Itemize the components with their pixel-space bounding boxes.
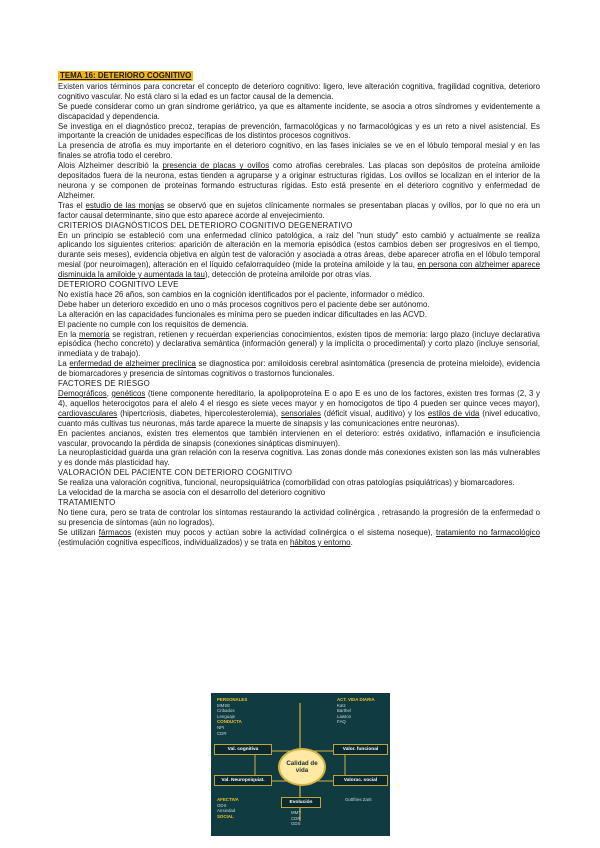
diagram-box-bottom-center [291,810,301,827]
riesgo-paragraph-3: La neuroplasticidad guarda una gran relación con la reserva cognitiva. Las zonas donde más conexiones existen son las más vulnerables y es donde más plasticidad hay. [58,448,540,468]
diagram-box-line: Cribados [217,708,235,714]
text-run: (hipertcriosis, diabetes, hipercolesterolemia), [117,408,282,418]
leve-paragraph-4: El paciente no cumple con los requisitos de demencia. [58,319,249,329]
text-run: (nivel educativo, cuanto más cultivas tus neuronas, más tarde aparece la muerte de sinapsis y las comunicaciones entre neuronas). [58,408,541,428]
text-run: Alois Alzheimer describió la [58,161,163,171]
underlined-term: enfermedad de alzheimer preclínica [69,359,196,369]
underlined-term: sensoriales [281,408,321,418]
diagram-box-line: FAQ [337,719,346,725]
text-run: se diagnostica por: amiloidosis cerebral asintomática (presencia de proteína mieloide), evidencia de biomarcadores y presencia de síntomas cognitivos o trastornos funcionales. [58,359,540,379]
diagram-label-valor-funcional: Valor. funcional [333,744,388,755]
intro-paragraph-2: Se puede considerar como un gran síndrome geriátrico, ya que es altamente incidente, se asocia a otros síndromes y evidentemente a discapacidad y dependencia. [58,101,540,121]
document-title: TEMA 16: DETERIORO COGNITIVO [60,71,192,80]
leve-paragraph-2: Debe haber un deterioro excedido en uno o más procesos cognitivos pero el paciente debe ser autónomo. [58,299,430,309]
tratamiento-paragraph-1: No tiene cura, pero se trata de controlar los síntomas restaurando la actividad colinérgica , retrasando la progresión de la enfermedad o su presencia de síntomas (aún no logrados). [58,507,540,527]
diagram-box-line: MMT [291,810,301,815]
diagram-box-line: MMSE [217,702,231,708]
diagram-box-heading: PERSONALES [217,697,248,702]
criterios-paragraph [58,231,540,281]
intro-paragraph-4: La presencia de atrofia es muy importante en el deterioro cognitivo, en las fases iniciales se ve en el lóbulo temporal mesial y en las finales se atrofia todo el cerebro. [58,141,540,161]
diagram-box-line: GDS [217,802,227,808]
diagram-label-val-cognitiva: Val. cognitiva [214,744,272,755]
text-run: Se utilizan [58,527,99,537]
diagram-center-calidad-de-vida: Calidad de vida [278,748,326,786]
intro-paragraph-1: Existen varios términos para concretar el concepto de deterioro cognitivo: ligero, leve alteración cognitiva, fragilidad cognitiva, deterioro cognitivo vascular. No está claro si la edad es un factor causal de la demencia. [58,81,540,101]
leve-paragraph-6 [58,359,540,379]
text-run: En la [58,329,79,339]
underlined-term: estilos de vida [427,408,480,418]
diagram-box-line: GDS [291,821,301,827]
diagram-box-top-right [337,697,375,725]
diagram-label-valorac-social: Valorac. social [333,775,388,786]
text-run: , [106,389,112,398]
diagram-box-line: Ansiedad [217,808,236,814]
document-page [58,71,540,548]
intro-paragraph-5 [58,161,540,201]
diagram-box-top-left [217,697,247,736]
text-run: se registran, retienen y recuerdan experiencias conocimientos, existen tipos de memoria: largo plazo (incluye declarativa episódica (hecho concreto) y declarativa semántica (información general) y la implícita o procedimental) y corto plazo (incluye sensorial, inmediata y de trabajo). [58,329,540,359]
underlined-term: en persona con alzheimer aparece disminuida la amiloide y aumentada la tau [58,260,540,280]
text-run: (déficit visual, auditivo) y los [320,408,428,418]
underlined-term: cardiovasculares [58,408,118,418]
text-run: En un principio se estableció com una enfermedad clínico patológica, a raiz del "nun study" esto cambió y actualmente se realiza aplicando los siguientes criterios: aparición de alteración en la memoria episódica (estos cambios deben ser progresivos en el tiempo, durante seis meses), evidencia objetiva en algún test de valoración y asociada a otras áreas, debe aparecer atrofia en el lóbulo temporal mesial (por neuroimagen), alteración en el líquido cefalorraquídeo (mide la proteína amiloide y la tau, [58,230,540,270]
tratamiento-paragraph-2 [58,528,540,548]
intro-paragraph-6 [58,201,540,221]
diagram-box-heading: CONDUCTA [217,719,242,725]
valoracion-paragraph-2: La velocidad de la marcha se asocia con el desarrollo del deterioro cognitivo [58,488,326,498]
underlined-term: memoria [79,329,110,339]
diagram-box-heading: AFECTIVA [217,797,239,802]
diagram-box-heading: SOCIAL [217,813,234,819]
text-run: (estimulación cognitiva específicos, individualizados) y se trata en [58,537,291,547]
text-run: La [58,359,70,369]
text-run: (existen muy pocos y actúan sobre la actividad colinérgica o el sistema noseque), [131,527,437,537]
text-run: como atrofias cerebrales. Las placas son depósitos de proteína amiloide depositados fuera de la neurona, estas tienden a agruparse y a originar estructuras rígidas. Los ovillos se localizan en el interior de la neurona y se componen de proteínas formando estructuras rígidas. Esto está presente en el deterioro cognitivo y enfermedad de Alzheimer. [58,161,540,200]
diagram-label-val-neuropsiquiat: Val. Neuropsiquiat. [214,775,272,786]
section-heading-valoracion: VALORACIÓN DEL PACIENTE CON DETERIORO COGNITIVO [58,468,293,478]
text-run: . [350,537,353,547]
intro-paragraph-3: Se investiga en el diagnóstico precoz, terapias de prevención, farmacológicas y no farmacológicas y es un reto a nivel asistencial. Es importante la creación de unidades específicas de los distintos procesos cognitivos. [58,121,540,141]
diagram-box-line: Katz [337,702,346,708]
diagram-box-line: Lawton [337,713,352,719]
leve-paragraph-3: La alteración en las capacidades funcionales es mínima pero se pueden indicar dificultades en las ACVD. [58,309,427,319]
text-run: (tiene componente hereditario, la apolipoproteína E o apo E es uno de los factores, existen tres formas (2, 3 y 4), aquellos heterocigotos para el alelo 4 el riesgo es siete veces mayor y en homocigotos de tipo 4 pueden ser quince veces mayor), [58,389,540,408]
underlined-term: hábitos y entorno [290,537,351,547]
diagram-label-evolucion: Evolución [281,797,321,808]
diagram-box-heading: ACT. VIDA DIARIA [337,697,375,702]
underlined-term: Demográficos [58,389,107,398]
section-heading-leve: DETERIORO COGNITIVO LEVE [58,280,179,290]
underlined-term: estudio de las monjas [85,200,165,210]
section-heading-criterios: CRITERIOS DIAGNÓSTICOS DEL DETERIORO COGNITIVO DEGENERATIVO [58,220,353,230]
riesgo-paragraph-1 [58,389,540,429]
diagram-box-bottom-right: Gottfries Zarit [345,797,372,802]
underlined-term: tratamiento no farmacológico [436,527,540,537]
underlined-term: presencia de placas y ovillos [162,161,270,171]
leve-paragraph-1: No existía hace 26 años, son cambios en la cognición identificados por el paciente, informador o médico. [58,289,425,299]
diagram-box-line: CDR [291,815,301,821]
diagram-box-bottom-left [217,797,239,819]
text-run: ), detección de proteína amiloide por otras vías. [204,270,372,280]
text-run: se observó que en sujetos clínicamente normales se presentaban placas y ovillos, por lo que no era un factor causal determinante, sino que esto aparece acorde al envejecimiento. [58,200,541,220]
diagram-box-line: NPI [217,724,225,730]
underlined-term: genéticos [111,389,146,398]
assessment-diagram-image [211,693,390,836]
underlined-term: fármacos [98,527,132,537]
diagram-box-line: CDR [217,730,227,736]
riesgo-paragraph-2: En pacientes ancianos, existen tres elementos que también intervienen en el deterioro: estrés oxidativo, inflamación e insuficiencia vascular, provocando la pérdida de sinapsis (conexiones sinápticas disminuyen). [58,428,540,448]
valoracion-paragraph-1: Se realiza una valoración cognitiva, funcional, neuropsiquiátrica (comorbilidad con otras patologías psiquiátricas) y biomarcadores. [58,478,515,488]
diagram-box-line: Lenguaje [217,713,236,719]
text-run: Tras el [58,200,86,210]
diagram-box-line: Barthel [337,708,351,714]
leve-paragraph-5 [58,330,540,360]
section-heading-tratamiento: TRATAMIENTO [58,497,116,507]
section-heading-riesgo: FACTORES DE RIESGO [58,379,151,389]
